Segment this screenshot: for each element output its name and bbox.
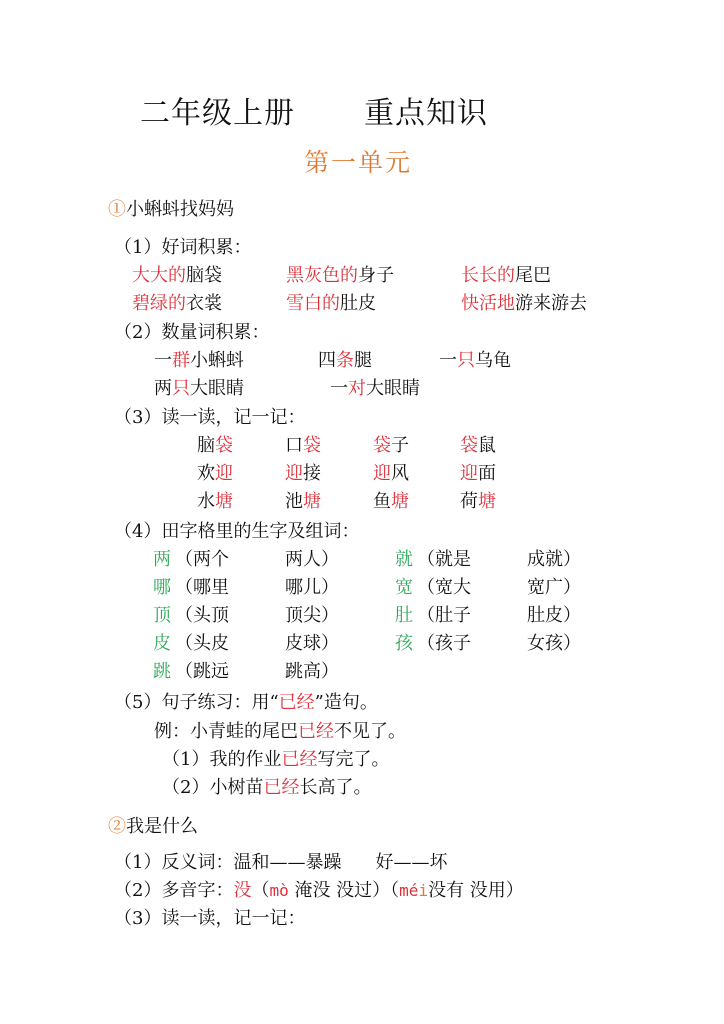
new-character: 肚 (395, 605, 413, 626)
phrase: 长长的尾巴 (461, 265, 551, 286)
word: 鱼塘 (373, 491, 409, 512)
word: 水塘 (197, 491, 233, 512)
measure-phrase: 一群小蝌蚪 (154, 350, 244, 371)
new-character: 跳 (153, 661, 171, 682)
word-1: （头皮 (175, 633, 229, 654)
section-heading: （5）句子练习：用“已经”造句。 (114, 692, 378, 713)
word-1: （哪里 (175, 577, 229, 598)
section-heading: （4）田字格里的生字及组词： (114, 521, 360, 542)
page-title-topic: 重点知识 (364, 96, 488, 131)
polyphone-line: （2）多音字：没（mò 淹没 没过）（méi没有 没用） (114, 880, 524, 901)
answer-sentence: （2）小树苗已经长高了。 (162, 777, 372, 798)
word: 迎风 (373, 463, 409, 484)
example-sentence: 例：小青蛙的尾巴已经不见了。 (154, 721, 406, 742)
measure-phrase: 四条腿 (318, 350, 372, 371)
word-1: （跳远 (175, 661, 229, 682)
word: 口袋 (285, 435, 321, 456)
phrase: 雪白的肚皮 (286, 293, 376, 314)
phrase: 大大的脑袋 (132, 265, 222, 286)
page-title-grade: 二年级上册 (140, 96, 295, 131)
word-1: （头顶 (175, 605, 229, 626)
answer-sentence: （1）我的作业已经写完了。 (162, 749, 390, 770)
word-1: （孩子 (417, 633, 471, 654)
section-heading: （2）数量词积累： (114, 322, 270, 343)
new-character: 皮 (153, 633, 171, 654)
word-2: 成就） (527, 549, 581, 570)
word: 迎接 (285, 463, 321, 484)
lesson-2-title: ②我是什么 (108, 816, 198, 837)
lesson-number: ① (108, 199, 126, 220)
word-1: （两个 (175, 549, 229, 570)
lesson-1-title: ①小蝌蚪找妈妈 (108, 199, 234, 220)
word: 袋鼠 (460, 435, 496, 456)
phrase: 碧绿的衣裳 (132, 293, 222, 314)
word: 荷塘 (460, 491, 496, 512)
word-2: 女孩） (527, 633, 581, 654)
word-2: 哪儿） (285, 577, 339, 598)
word-1: （肚子 (417, 605, 471, 626)
new-character: 哪 (153, 577, 171, 598)
section-heading: （1）好词积累： (114, 237, 252, 258)
word-1: （就是 (417, 549, 471, 570)
word: 迎面 (460, 463, 496, 484)
section-heading: （3）读一读，记一记： (114, 908, 306, 929)
new-character: 两 (153, 549, 171, 570)
section-heading: （3）读一读，记一记： (114, 407, 306, 428)
word-2: 肚皮） (527, 605, 581, 626)
lesson-number: ② (108, 816, 126, 837)
word-1: （宽大 (417, 577, 471, 598)
word: 脑袋 (197, 435, 233, 456)
word: 袋子 (373, 435, 409, 456)
word-2: 两人） (285, 549, 339, 570)
word: 池塘 (285, 491, 321, 512)
word-2: 跳高） (285, 661, 339, 682)
word-2: 宽广） (527, 577, 581, 598)
new-character: 就 (395, 549, 413, 570)
new-character: 宽 (395, 577, 413, 598)
measure-phrase: 一只乌龟 (439, 350, 511, 371)
measure-phrase: 一对大眼睛 (330, 378, 420, 399)
word-2: 皮球） (285, 633, 339, 654)
new-character: 孩 (395, 633, 413, 654)
antonym-line: （1）反义词：温和——暴躁 好——坏 (114, 852, 448, 873)
word: 欢迎 (197, 463, 233, 484)
unit-title: 第一单元 (304, 148, 413, 177)
new-character: 顶 (153, 605, 171, 626)
word-2: 顶尖） (285, 605, 339, 626)
phrase: 黑灰色的身子 (286, 265, 394, 286)
measure-phrase: 两只大眼睛 (154, 378, 244, 399)
phrase: 快活地游来游去 (461, 293, 587, 314)
